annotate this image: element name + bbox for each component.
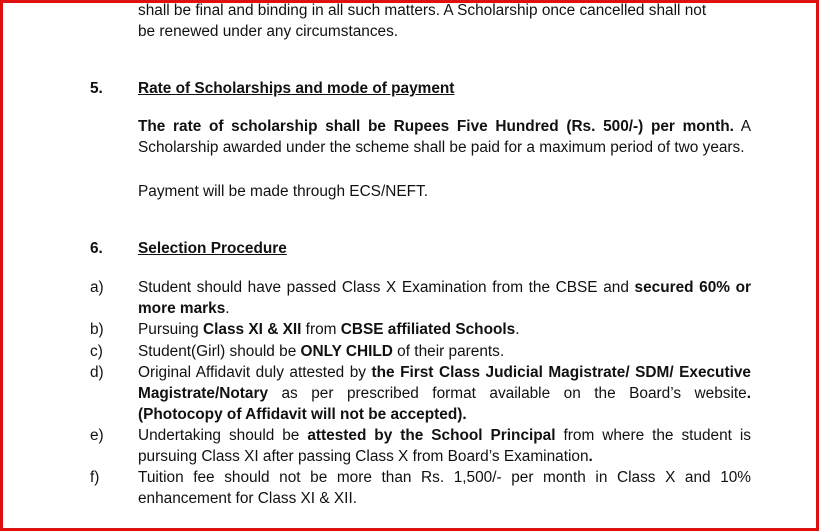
item-b-end: . [515, 321, 520, 338]
item-b-part2: from [301, 321, 341, 338]
section-5-payment: Payment will be made through ECS/NEFT. [138, 183, 428, 200]
item-e-letter: e) [90, 427, 104, 444]
item-c-part: Student(Girl) should be [138, 343, 301, 360]
top-paragraph-line2: be renewed under any circumstances. [138, 23, 399, 40]
section-6-title: Selection Procedure [138, 240, 287, 257]
item-d-part2: as per prescribed format available on the Board’s website [268, 385, 747, 402]
item-a-part: Student should have passed Class X Examination from the CBSE and [138, 279, 635, 296]
section-5-duration-text: A Scholarship awarded under the scheme shall be paid for a maximum period of two years. [138, 118, 751, 156]
section-5-title: Rate of Scholarships and mode of payment [138, 80, 455, 97]
item-f-letter: f) [90, 469, 100, 486]
item-a-end: . [225, 300, 230, 317]
item-a-letter: a) [90, 279, 104, 296]
item-e-part: Undertaking should be [138, 427, 308, 444]
top-paragraph [138, 0, 751, 42]
item-e-text [138, 425, 751, 467]
item-b-letter: b) [90, 321, 104, 338]
item-c-letter: c) [90, 343, 103, 360]
section-5-rate-text: The rate of scholarship shall be Rupees Five Hundred (Rs. 500/-) per month. [138, 118, 734, 135]
item-b-part: Pursuing [138, 321, 204, 338]
section-5-paragraph [138, 116, 751, 158]
item-c-end: of their parents. [392, 343, 505, 360]
item-f-text [138, 467, 751, 509]
item-b-bold2: CBSE affiliated Schools [340, 321, 516, 338]
section-6-number: 6. [90, 240, 103, 257]
item-a-bold: secured 60% or more marks [138, 279, 751, 317]
item-d-bold: the First Class Judicial Magistrate/ SDM/ Executive Magistrate/Notary [138, 364, 751, 402]
item-e-part2: from where the student is pursuing Class XI after passing Class X from Board’s Examination [138, 427, 751, 465]
item-b-bold: Class XI & XII [203, 321, 302, 338]
item-c-bold: ONLY CHILD [300, 343, 393, 360]
item-e-bold: attested by the School Principal [307, 427, 556, 444]
item-d-bold2: . (Photocopy of Affidavit will not be accepted). [138, 385, 751, 423]
section-5-number: 5. [90, 80, 103, 97]
item-e-bold2: . [588, 448, 593, 465]
top-paragraph-line1: shall be final and binding in all such matters. A Scholarship once cancelled shall not [138, 2, 707, 19]
item-d-text [138, 362, 751, 425]
item-a-text [138, 277, 751, 319]
item-d-part: Original Affidavit duly attested by [138, 364, 372, 381]
item-c-text [138, 341, 751, 362]
item-b-text [138, 319, 751, 340]
item-d-letter: d) [90, 364, 104, 381]
item-f-part: Tuition fee should not be more than Rs. 1,500/- per month in Class X and 10% enhancement for Class XI & XII. [138, 469, 751, 507]
